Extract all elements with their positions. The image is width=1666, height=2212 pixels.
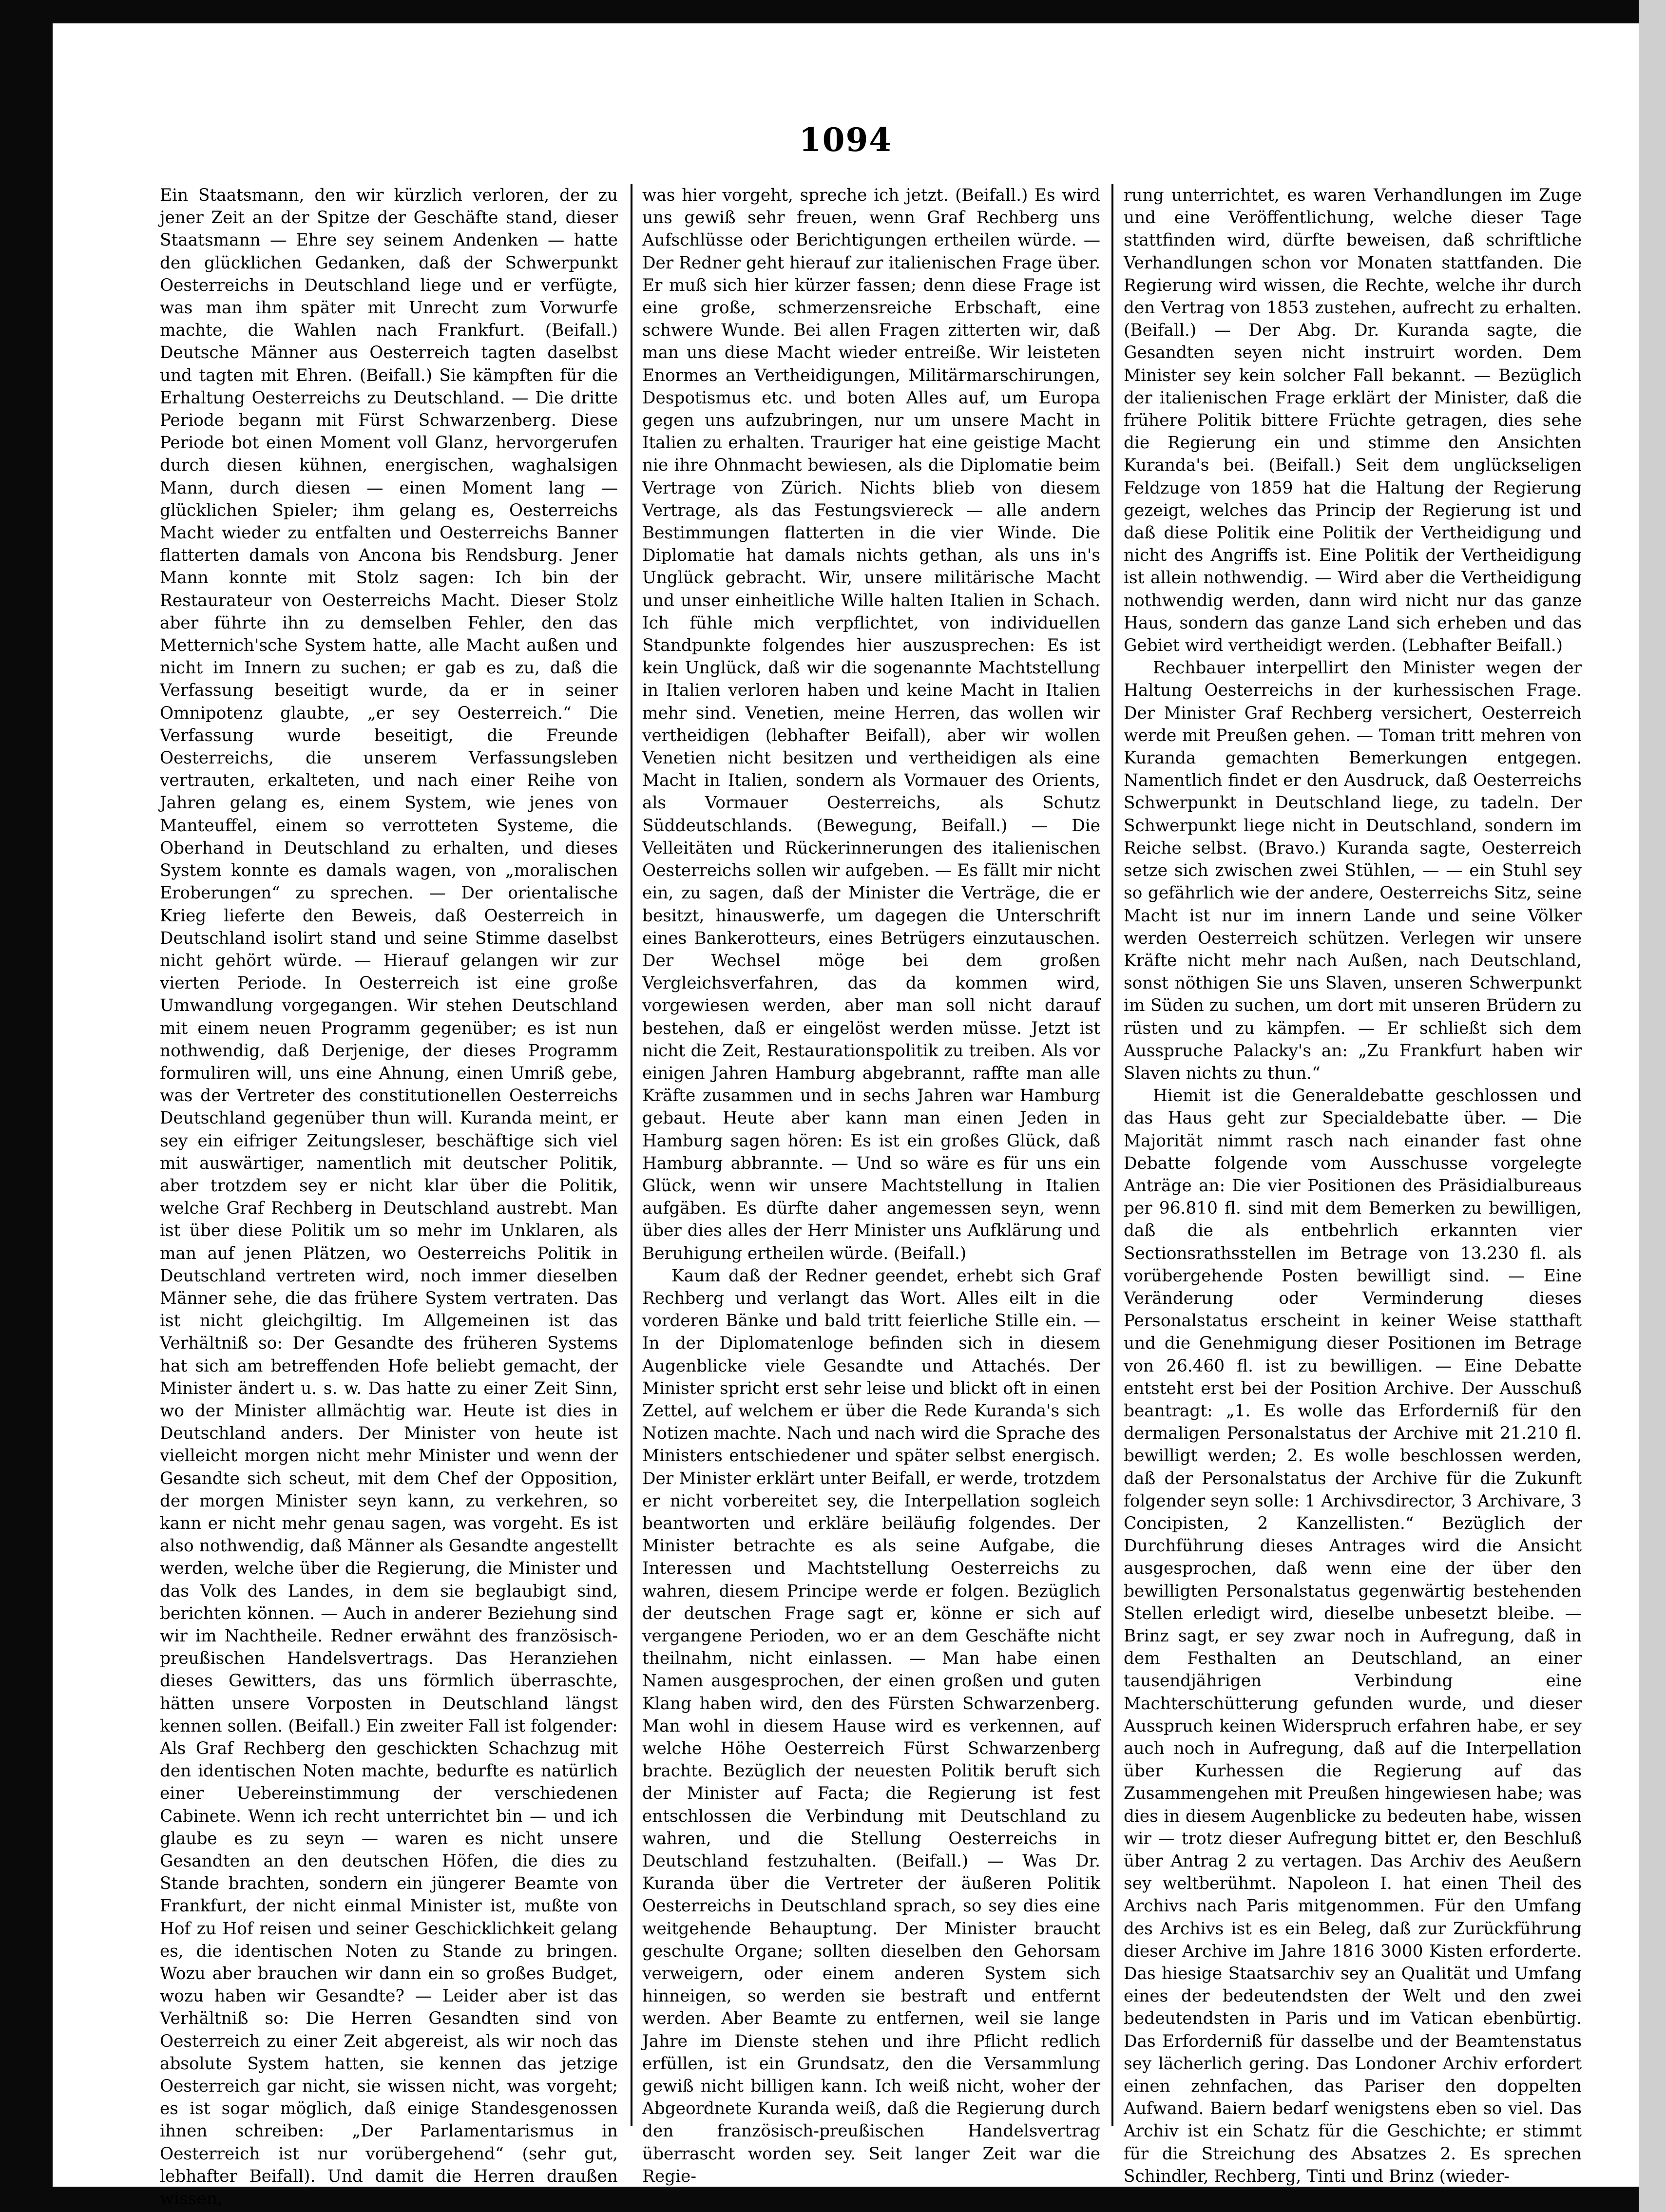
newspaper-page (53, 23, 1639, 2209)
paragraph: Rechbauer interpellirt den Minister wegen der Haltung Oesterreichs in der kurhessischen Frage. Der Minister Graf Rechberg versichert, Oesterreich werde mit Preußen gehen. — Toman tritt mehren von Kuranda gemachten Bemerkungen entgegen. Namentlich findet er den Ausdruck, daß Oesterreichs Schwerpunkt in Deutschland liege, zu tadeln. Der Schwerpunkt liege nicht in Deutschland, sondern im Reiche selbst. (Bravo.) Kuranda sagte, Oesterreich setze sich zwischen zwei Stühlen, — — ein Stuhl sey so gefährlich wie der andere, Oesterreichs Sitz, seine Macht ist nur im innern Lande und seine Völker werden Oesterreich schützen. Verlegen wir unsere Kräfte nicht mehr nach Außen, nach Deutschland, sonst nöthigen Sie uns Slaven, unseren Schwerpunkt im Süden zu suchen, um dort mit unseren Brüdern zu rüsten und zu kämpfen. — Er schließt sich dem Ausspruche Palacky's an: „Zu Frankfurt haben wir Slaven nichts zu thun.“ (1124, 658, 1582, 1083)
scan-edge (1639, 0, 1666, 2212)
paragraph: Ein Staatsmann, den wir kürzlich verloren, der zu jener Zeit an der Spitze der Geschäfte stand, dieser Staatsmann — Ehre sey seinem Andenken — hatte den glücklichen Gedanken, daß der Schwerpunkt Oesterreichs in Deutschland liege und er verfügte, was man ihm später mit Unrecht zum Vorwurfe machte, die Wahlen nach Frankfurt. (Beifall.) Deutsche Männer aus Oesterreich tagten daselbst und tagten mit Ehren. (Beifall.) Sie kämpften für die Erhaltung Oesterreichs zu Deutschland. — Die dritte Periode begann mit Fürst Schwarzenberg. Diese Periode bot einen Moment voll Glanz, hervorgerufen durch diesen kühnen, energischen, waghalsigen Mann, durch diesen — einen Moment lang — glücklichen Spieler; ihm gelang es, Oesterreichs Macht wieder zu entfalten und Oesterreichs Banner flatterten damals von Ancona bis Rendsburg. Jener Mann konnte mit Stolz sagen: Ich bin der Restaurateur von Oesterreichs Macht. Dieser Stolz aber führte ihn zu demselben Fehler, den das Metternich'sche System hatte, alle Macht außen und nicht im Innern zu suchen; er gab es zu, daß die Verfassung beseitigt wurde, da er in seiner Omnipotenz glaubte, „er sey Oesterreich.“ Die Verfassung wurde beseitigt, die Freunde Oesterreichs, die unserem Verfassungsleben vertrauten, erkalteten, und nach einer Reihe von Jahren gelang es, einem System, wie jenes von Manteuffel, einem so verrotteten Systeme, die Oberhand in Deutschland zu erhalten, und dieses System konnte es damals wagen, von „moralischen Eroberungen“ zu sprechen. — Der orientalische Krieg lieferte den Beweis, daß Oesterreich in Deutschland isolirt stand und seine Stimme daselbst nicht gehört würde. — Hierauf gelangen wir zur vierten Periode. In Oesterreich ist eine große Umwandlung vorgegangen. Wir stehen Deutschland mit einem neuen Programm gegenüber; es ist nun nothwendig, daß Derjenige, der dieses Programm formuliren will, uns eine Ahnung, einen Umriß gebe, was der Vertreter des constitutionellen Oesterreichs Deutschland gegenüber thun will. Kuranda meint, er sey ein eifriger Zeitungsleser, beschäftige sich viel mit auswärtiger, namentlich mit deutscher Politik, aber trotzdem sey er nicht klar über die Politik, welche Graf Rechberg in Deutschland austrebt. Man ist über diese Politik um so mehr im Unklaren, als man auf jenen Plätzen, wo Oesterreichs Politik in Deutschland vertreten wird, noch immer dieselben Männer sehe, die das frühere System vertraten. Das ist nicht gleichgiltig. Im Allgemeinen ist das Verhältniß so: Der Gesandte des früheren Systems hat sich am betreffenden Hofe beliebt gemacht, der Minister ändert u. s. w. Das hatte zu einer Zeit Sinn, wo der Minister allmächtig war. Heute ist dies in Deutschland anders. Der Minister von heute ist vielleicht morgen nicht mehr Minister und wenn der Gesandte sich scheut, mit dem Chef der Opposition, der morgen Minister seyn kann, zu verkehren, so kann er nicht mehr genau sagen, was vorgeht. Es ist also nothwendig, daß Männer als Gesandte angestellt werden, welche über die Regierung, die Minister und das Volk des Landes, in dem sie beglaubigt sind, berichten können. — Auch in anderer Beziehung sind wir im Nachtheile. Redner erwähnt des französisch-preußischen Handelsvertrags. Das Heranziehen dieses Gewitters, das uns förmlich überraschte, hätten unsere Vorposten in Deutschland längst kennen sollen. (Beifall.) Ein zweiter Fall ist folgender: Als Graf Rechberg den geschickten Schachzug mit den identischen Noten machte, bedurfte es natürlich einer Uebereinstimmung der verschiedenen Cabinete. Wenn ich recht unterrichtet bin — und ich glaube es zu seyn — waren es nicht unsere Gesandten an den deutschen Höfen, die dies zu Stande brachten, sondern ein jüngerer Beamte von Frankfurt, der nicht einmal Minister ist, mußte von Hof zu Hof reisen und seiner Geschicklichkeit gelang es, die identischen Noten zu Stande zu bringen. Wozu aber brauchen wir dann ein so großes Budget, wozu haben wir Gesandte? — Leider aber ist das Verhältniß so: Die Herren Gesandten sind von Oesterreich zu einer Zeit abgereist, als wir noch das absolute System hatten, sie kennen das jetzige Oesterreich gar nicht, sie wissen nicht, was vorgeht; es ist sogar möglich, daß einige Standesgenossen ihnen schreiben: „Der Parlamentarismus in Oesterreich ist nur vorübergehend“ (sehr gut, lebhafter Beifall). Und damit die Herren draußen wissen, (160, 186, 618, 2209)
column-middle (642, 184, 1100, 2186)
paragraph: Hiemit ist die Generaldebatte geschlossen und das Haus geht zur Specialdebatte über. — Die Majorität nimmt rasch nach einander fast ohne Debatte folgende vom Ausschusse vorgelegte Anträge an: Die vier Positionen des Präsidialbureaus per 96.810 fl. sind mit dem Bemerken zu bewilligen, daß die als entbehrlich erkannten vier Sectionsrathsstellen im Betrage von 13.230 fl. als vorübergehende Posten bewilligt sind. — Eine Veränderung oder Verminderung dieses Personalstatus erscheint in keiner Weise statthaft und die Genehmigung dieser Positionen im Betrage von 26.460 fl. ist zu bewilligen. — Eine Debatte entsteht erst bei der Position Archive. Der Ausschuß beantragt: „1. Es wolle das Erforderniß für den dermaligen Personalstatus der Archive mit 21.210 fl. bewilligt werden; 2. Es wolle beschlossen werden, daß der Personalstatus der Archive für die Zukunft folgender seyn solle: 1 Archivsdirector, 3 Archivare, 3 Concipisten, 2 Kanzellisten.“ Bezüglich der Durchführung dieses Antrages wird die Ansicht ausgesprochen, daß wenn eine der über den bewilligten Personalstatus gegenwärtig bestehenden Stellen erledigt wird, dieselbe unbesetzt bleibe. — Brinz sagt, er sey zwar noch in Aufregung, daß in dem Festhalten an Deutschland, an einer tausendjährigen Verbindung eine Machterschütterung gefunden wurde, und dieser Ausspruch keinen Widerspruch erfahren habe, er sey auch noch in Aufregung, daß auf die Interpellation über Kurhessen die Regierung auf das Zusammengehen mit Preußen hingewiesen habe; was dies in diesem Augenblicke zu bedeuten habe, wissen wir — trotz dieser Aufregung bittet er, den Beschluß über Antrag 2 zu vertagen. Das Archiv des Aeußern sey weltberühmt. Napoleon I. hat einen Theil des Archivs nach Paris mitgenommen. Für den Umfang des Archivs ist es ein Beleg, daß zur Zurückführung dieser Archive im Jahre 1816 3000 Kisten erforderte. Das hiesige Staatsarchiv sey an Qualität und Umfang eines der bedeutendsten der Welt und den zwei bedeutendsten in Paris und im Vatican ebenbürtig. Das Erforderniß für dasselbe und der Beamtenstatus sey lächerlich gering. Das Londoner Archiv erfordert einen zehnfachen, das Pariser den doppelten Aufwand. Baiern bedarf wenigstens eben so viel. Das Archiv ist ein Schatz für die Geschichte; er stimmt für die Streichung des Absatzes 2. Es sprechen Schindler, Rechberg, Tinti und Brinz (wieder- (1124, 1086, 1582, 2186)
column-left (160, 184, 618, 2209)
column-divider (1111, 184, 1113, 2126)
page-number: 1094 (799, 121, 893, 159)
column-divider (631, 184, 632, 2126)
paragraph: was hier vorgeht, spreche ich jetzt. (Beifall.) Es wird uns gewiß sehr freuen, wenn Graf Rechberg uns Aufschlüsse oder Berichtigungen ertheilen würde. — Der Redner geht hierauf zur italienischen Frage über. Er muß sich hier kürzer fassen; denn diese Frage ist eine große, schmerzensreiche Erbschaft, eine schwere Wunde. Bei allen Fragen zitterten wir, daß man uns diese Macht wieder entreiße. Wir leisteten Enormes an Vertheidigungen, Militärmarschirungen, Despotismus etc. und boten Alles auf, um Europa gegen uns aufzubringen, nur um unsere Macht in Italien zu erhalten. Trauriger hat eine geistige Macht nie ihre Ohnmacht bewiesen, als die Diplomatie beim Vertrage von Zürich. Nichts blieb von diesem Vertrage, als das Festungsviereck — alle andern Bestimmungen flatterten in die vier Winde. Die Diplomatie hat damals nichts gethan, als uns in's Unglück gebracht. Wir, unsere militärische Macht und unser einheitliche Wille halten Italien in Schach. Ich fühle mich verpflichtet, von individuellen Standpunkte folgendes hier auszusprechen: Es ist kein Unglück, daß wir die sogenannte Machtstellung in Italien verloren haben und keine Macht in Italien mehr sind. Venetien, meine Herren, das wollen wir vertheidigen (lebhafter Beifall), aber wir wollen Venetien nicht besitzen und vertheidigen als eine Macht in Italien, sondern als Vormauer des Orients, als Vormauer Oesterreichs, als Schutz Süddeutschlands. (Bewegung, Beifall.) — Die Velleitäten und Rückerinnerungen des italienischen Oesterreichs sollen wir aufgeben. — Es fällt mir nicht ein, zu sagen, daß der Minister die Verträge, die er besitzt, hinauswerfe, um dagegen die Unterschrift eines Bankerotteurs, eines Betrügers einzutauschen. Der Wechsel möge bei dem großen Vergleichsverfahren, das da kommen wird, vorgewiesen werden, aber man soll nicht darauf bestehen, daß er eingelöst werden müsse. Jetzt ist nicht die Zeit, Restaurationspolitik zu treiben. Als vor einigen Jahren Hamburg abgebrannt, raffte man alle Kräfte zusammen und in sechs Jahren war Hamburg gebaut. Heute aber kann man einen Jeden in Hamburg sagen hören: Es ist ein großes Glück, daß Hamburg abbrannte. — Und so wäre es für uns ein Glück, wenn wir unsere Machtstellung in Italien aufgäben. Es dürfte daher angemessen seyn, wenn über dies alles der Herr Minister uns Aufklärung und Beruhigung ertheilen würde. (Beifall.) (642, 186, 1100, 1263)
column-right (1124, 184, 1582, 2186)
paragraph: Kaum daß der Redner geendet, erhebt sich Graf Rechberg und verlangt das Wort. Alles eilt in die vorderen Bänke und bald tritt feierliche Stille ein. — In der Diplomatenloge befinden sich in diesem Augenblicke viele Gesandte und Attachés. Der Minister spricht erst sehr leise und blickt oft in einen Zettel, auf welchem er über die Rede Kuranda's sich Notizen machte. Nach und nach wird die Sprache des Ministers entschiedener und später selbst energisch. Der Minister erklärt unter Beifall, er werde, trotzdem er nicht vorbereitet sey, die Interpellation sogleich beantworten und erkläre beiläufig folgendes. Der Minister betrachte es als seine Aufgabe, die Interessen und Machtstellung Oesterreichs zu wahren, diesem Principe werde er folgen. Bezüglich der deutschen Frage sagt er, könne er sich auf vergangene Perioden, wo er an dem Geschäfte nicht theilnahm, nicht einlassen. — Man habe einen Namen ausgesprochen, der einen großen und guten Klang haben wird, den des Fürsten Schwarzenberg. Man wohl in diesem Hause wird es verkennen, auf welche Höhe Oesterreich Fürst Schwarzenberg brachte. Bezüglich der neuesten Politik beruft sich der Minister auf Facta; die Regierung ist fest entschlossen die Verbindung mit Deutschland zu wahren, und die Stellung Oesterreichs in Deutschland festzuhalten. (Beifall.) — Was Dr. Kuranda über die Vertreter der äußeren Politik Oesterreichs in Deutschland sprach, so sey dies eine weitgehende Behauptung. Der Minister braucht geschulte Organe; sollten dieselben den Gehorsam verweigern, oder einem anderen System sich hinneigen, so werden sie bestraft und entfernt werden. Aber Beamte zu entfernen, weil sie lange Jahre im Dienste stehen und ihre Pflicht redlich erfüllen, ist ein Grundsatz, den die Versammlung gewiß nicht billigen kann. Ich weiß nicht, woher der Abgeordnete Kuranda weiß, daß die Regierung durch den französisch-preußischen Handelsvertrag überrascht worden sey. Seit langer Zeit war die Regie- (642, 1266, 1100, 2186)
paragraph: rung unterrichtet, es waren Verhandlungen im Zuge und eine Veröffentlichung, welche dieser Tage stattfinden wird, dürfte beweisen, daß schriftliche Verhandlungen schon vor Monaten stattfanden. Die Regierung wird wissen, die Rechte, welche ihr durch den Vertrag von 1853 zustehen, aufrecht zu erhalten. (Beifall.) — Der Abg. Dr. Kuranda sagte, die Gesandten seyen nicht instruirt worden. Dem Minister sey kein solcher Fall bekannt. — Bezüglich der italienischen Frage erklärt der Minister, daß die frühere Politik bittere Früchte getragen, dies sehe die Regierung ein und stimme den Ansichten Kuranda's bei. (Beifall.) Seit dem unglückseligen Feldzuge von 1859 hat die Haltung der Regierung gezeigt, welches das Princip der Regierung ist und daß diese Politik eine Politik der Vertheidigung und nicht des Angriffs ist. Eine Politik der Vertheidigung ist allein nothwendig. — Wird aber die Vertheidigung nothwendig werden, dann wird nicht nur das ganze Haus, sondern das ganze Land sich erheben und das Gebiet wird vertheidigt werden. (Lebhafter Beifall.) (1124, 186, 1582, 656)
